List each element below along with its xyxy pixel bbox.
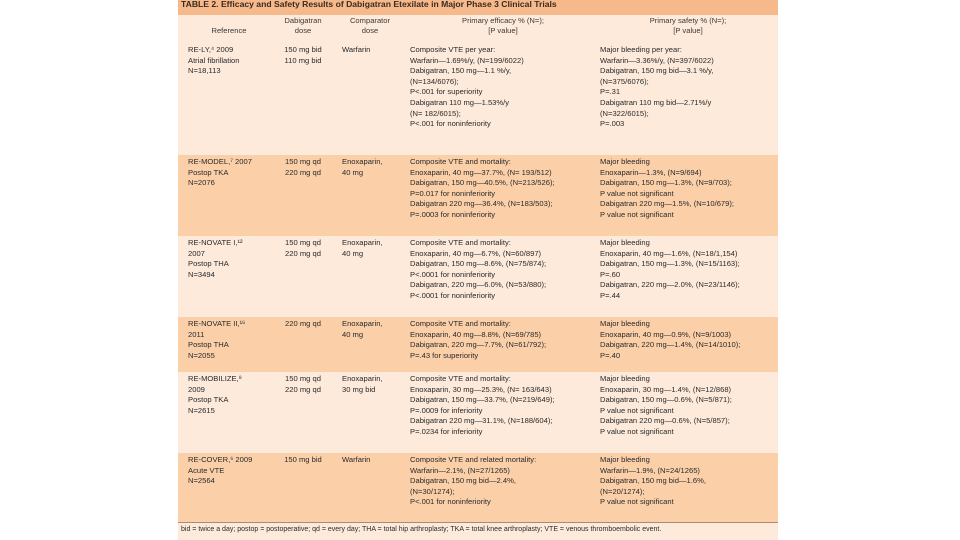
reference-cell-line: RE-MODEL,⁷ 2007 — [188, 157, 252, 166]
safety-cell-line: Dabigatran, 150 mg—1.3%, (N=15/1163); — [600, 259, 740, 269]
safety-cell-line: Major bleeding per year: — [600, 45, 682, 54]
reference-cell-line: Atrial fibrillation — [188, 55, 240, 65]
safety-cell-line: Dabigatran 220 mg—1.5%, (N=10/679); — [600, 199, 735, 209]
safety-cell — [600, 157, 776, 221]
efficacy-cell-line: Dabigatran, 150 mg bid—2.4%, — [410, 476, 516, 486]
efficacy-cell-line: Dabigatran, 150 mg—33.7%, (N=219/649); — [410, 395, 555, 405]
safety-cell-line: Dabigatran, 150 mg bid—3.1 %/y, — [600, 66, 714, 76]
reference-cell — [188, 319, 270, 361]
efficacy-cell-line: P<.001 for noninferiority — [410, 119, 491, 129]
reference-cell-line: Postop THA — [188, 259, 229, 269]
safety-cell — [600, 45, 776, 130]
comparator-dose-cell-line: Warfarin — [342, 455, 371, 464]
table-row — [178, 317, 778, 372]
efficacy-cell-line: Enoxaparin, 40 mg—37.7%, (N= 193/512) — [410, 167, 552, 177]
table-row — [178, 453, 778, 522]
header-dabigatran-line1: Dabigatran — [284, 16, 322, 25]
dabigatran-dose-cell — [274, 374, 332, 395]
dabigatran-dose-cell-line: 150 mg qd — [285, 374, 321, 383]
comparator-dose-cell — [342, 238, 400, 259]
efficacy-cell-line: Composite VTE and mortality: — [410, 238, 511, 247]
efficacy-cell-line: Dabigatran 220 mg—36.4%, (N=183/503); — [410, 199, 553, 209]
efficacy-cell-line: P<.0001 for noninferiority — [410, 269, 496, 279]
dabigatran-dose-cell-line: 220 mg qd — [285, 384, 321, 394]
efficacy-cell — [410, 45, 596, 130]
header-safety-line2: [P value] — [673, 26, 703, 35]
dabigatran-dose-cell — [274, 238, 332, 259]
header-primary-safety — [600, 16, 776, 36]
efficacy-cell-line: Dabigatran, 150 mg—8.6%, (N=75/874); — [410, 259, 547, 269]
dabigatran-dose-cell — [274, 157, 332, 178]
dabigatran-dose-cell — [274, 319, 332, 330]
efficacy-cell-line: P=0.017 for noninferiority — [410, 188, 496, 198]
reference-cell — [188, 455, 270, 487]
efficacy-cell-line: Composite VTE and mortality: — [410, 157, 511, 166]
reference-cell — [188, 238, 270, 280]
safety-cell-line: Enoxaparin, 30 mg—1.4%, (N=12/868) — [600, 384, 732, 394]
comparator-dose-cell-line: Warfarin — [342, 45, 371, 54]
efficacy-cell-line: Enoxaparin, 40 mg—8.8%, (N=69/785) — [410, 329, 542, 339]
table-row — [178, 43, 778, 155]
reference-cell — [188, 45, 270, 77]
safety-cell-line: P=.44 — [600, 290, 621, 300]
efficacy-cell-line: Dabigatran, 220 mg—7.7%, (N=61/792); — [410, 340, 547, 350]
efficacy-cell-line: P=.0234 for inferiority — [410, 426, 483, 436]
dabigatran-dose-cell-line: 220 mg qd — [285, 319, 321, 328]
comparator-dose-cell-line: Enoxaparin, — [342, 319, 383, 328]
dabigatran-dose-cell — [274, 45, 332, 66]
safety-cell-line: (N=322/6015); — [600, 108, 649, 118]
dabigatran-dose-cell-line: 150 mg qd — [285, 238, 321, 247]
comparator-dose-cell-line: 30 mg bid — [342, 384, 376, 394]
efficacy-cell — [410, 238, 596, 302]
dabigatran-dose-cell-line: 110 mg bid — [284, 55, 322, 65]
reference-cell-line: RE-LY,⁴ 2009 — [188, 45, 234, 54]
efficacy-cell-line: Dabigatran 220 mg—31.1%, (N=188/604); — [410, 416, 553, 426]
table-row — [178, 155, 778, 236]
table-row — [178, 372, 778, 453]
safety-cell-line: P value not significant — [600, 188, 674, 198]
safety-cell-line: Warfarin—1.9%, (N=24/1265) — [600, 465, 700, 475]
efficacy-cell-line: Warfarin—1.69%/y, (N=199/6022) — [410, 55, 524, 65]
safety-cell-line: Major bleeding — [600, 238, 650, 247]
efficacy-cell — [410, 319, 596, 361]
safety-cell-line: P value not significant — [600, 405, 674, 415]
header-safety-line1: Primary safety % (N=); — [649, 16, 727, 25]
header-comparator-dose — [338, 16, 402, 36]
table-title — [178, 0, 778, 15]
comparator-dose-cell-line: 40 mg — [342, 248, 364, 258]
header-reference-text: Reference — [211, 26, 247, 35]
safety-cell-line: P=.40 — [600, 350, 621, 360]
safety-cell-line: P=.60 — [600, 269, 621, 279]
header-primary-efficacy — [410, 16, 596, 36]
safety-cell-line: Dabigatran 110 mg bid—2.71%/y — [600, 97, 712, 107]
efficacy-cell-line: (N= 182/6015); — [410, 108, 461, 118]
efficacy-cell-line: (N=30/1274); — [410, 486, 455, 496]
safety-cell-line: (N=20/1274); — [600, 486, 645, 496]
safety-cell-line: P=.31 — [600, 87, 621, 97]
efficacy-cell-line: P<.001 for noninferiority — [410, 497, 491, 507]
efficacy-cell-line: Composite VTE and related mortality: — [410, 455, 537, 464]
header-dabigatran-line2: dose — [294, 26, 312, 35]
efficacy-cell-line: Warfarin—2.1%, (N=27/1265) — [410, 465, 510, 475]
safety-cell-line: Major bleeding — [600, 319, 650, 328]
reference-cell-line: RE-NOVATE I,¹² — [188, 238, 243, 247]
efficacy-cell-line: Dabigatran, 150 mg—40.5%, (N=213/526); — [410, 178, 555, 188]
reference-cell-line: N=2564 — [188, 476, 215, 486]
comparator-dose-cell — [342, 455, 400, 466]
efficacy-cell — [410, 157, 596, 221]
safety-cell-line: Enoxaparin, 40 mg—1.6%, (N=18/1,154) — [600, 248, 738, 258]
footnote-text: bid = twice a day; postop = postoperative; qd = every day; THA = total hip arthroplasty; TKA = total knee arthroplasty; VTE = venous thromboembolic event. — [181, 526, 662, 533]
efficacy-cell-line: P=.0009 for inferiority — [410, 405, 483, 415]
header-efficacy-line1: Primary efficacy % (N=); — [462, 16, 544, 25]
reference-cell-line: Postop THA — [188, 340, 229, 350]
safety-cell-line: Enoxaparin, 40 mg—0.9%, (N=9/1003) — [600, 329, 732, 339]
reference-cell-line: N=3494 — [188, 269, 215, 279]
safety-cell-line: Major bleeding — [600, 157, 650, 166]
safety-cell — [600, 374, 776, 438]
header-comparator-line1: Comparator — [349, 16, 391, 25]
efficacy-cell-line: P<.001 for superiority — [410, 87, 483, 97]
reference-cell — [188, 374, 270, 416]
safety-cell-line: Dabigatran, 150 mg—1.3%, (N=9/703); — [600, 178, 732, 188]
reference-cell-line: N=18,113 — [188, 66, 221, 76]
efficacy-safety-table — [178, 0, 778, 540]
reference-cell-line: Postop TKA — [188, 167, 229, 177]
efficacy-cell-line: Composite VTE per year: — [410, 45, 496, 54]
efficacy-cell-line: Composite VTE and mortality: — [410, 319, 511, 328]
safety-cell — [600, 238, 776, 302]
safety-cell-line: P value not significant — [600, 209, 674, 219]
comparator-dose-cell — [342, 45, 400, 56]
efficacy-cell — [410, 374, 596, 438]
reference-cell-line: 2009 — [188, 384, 205, 394]
dabigatran-dose-cell-line: 220 mg qd — [285, 167, 321, 177]
safety-cell-line: P value not significant — [600, 426, 674, 436]
efficacy-cell-line: Dabigatran 110 mg—1.53%/y — [410, 97, 510, 107]
reference-cell-line: N=2055 — [188, 350, 215, 360]
comparator-dose-cell-line: Enoxaparin, — [342, 374, 383, 383]
safety-cell-line: (N=375/6076); — [600, 76, 649, 86]
safety-cell-line: Enoxaparin—1.3%, (N=9/694) — [600, 167, 702, 177]
comparator-dose-cell — [342, 319, 400, 340]
header-reference — [188, 26, 270, 36]
comparator-dose-cell-line: Enoxaparin, — [342, 238, 383, 247]
efficacy-cell-line: Composite VTE and mortality: — [410, 374, 511, 383]
efficacy-cell-line: (N=134/6076); — [410, 76, 459, 86]
safety-cell-line: Dabigatran, 220 mg—1.4%, (N=14/1010); — [600, 340, 741, 350]
safety-cell-line: P=.003 — [600, 119, 625, 129]
header-efficacy-line2: [P value] — [488, 26, 518, 35]
efficacy-cell-line: Dabigatran, 150 mg—1.1 %/y, — [410, 66, 512, 76]
table-row — [178, 236, 778, 317]
reference-cell — [188, 157, 270, 189]
header-comparator-line2: dose — [361, 26, 379, 35]
dabigatran-dose-cell-line: 150 mg bid — [284, 45, 322, 54]
safety-cell-line: P value not significant — [600, 497, 674, 507]
safety-cell — [600, 455, 776, 508]
header-dabigatran-dose — [274, 16, 332, 36]
reference-cell-line: Postop TKA — [188, 395, 229, 405]
safety-cell — [600, 319, 776, 361]
safety-cell-line: Dabigatran, 150 mg bid—1.6%, — [600, 476, 706, 486]
reference-cell-line: N=2076 — [188, 178, 215, 188]
safety-cell-line: Dabigatran, 220 mg—2.0%, (N=23/1146); — [600, 280, 740, 290]
efficacy-cell-line: P<.0001 for noninferiority — [410, 290, 496, 300]
reference-cell-line: 2007 — [188, 248, 205, 258]
comparator-dose-cell-line: 40 mg — [342, 167, 364, 177]
safety-cell-line: Major bleeding — [600, 455, 650, 464]
efficacy-cell-line: P=.43 for superiority — [410, 350, 479, 360]
reference-cell-line: RE-NOVATE II,¹⁶ — [188, 319, 246, 328]
efficacy-cell-line: Enoxaparin, 40 mg—6.7%, (N=60/897) — [410, 248, 542, 258]
reference-cell-line: RE-MOBILIZE,⁸ — [188, 374, 242, 383]
table-title-text: TABLE 2. Efficacy and Safety Results of Dabigatran Etexilate in Major Phase 3 Clinical Trials — [181, 0, 557, 9]
dabigatran-dose-cell-line: 150 mg qd — [285, 157, 321, 166]
reference-cell-line: Acute VTE — [188, 465, 225, 475]
efficacy-cell — [410, 455, 596, 508]
safety-cell-line: Dabigatran, 150 mg—0.6%, (N=5/871); — [600, 395, 732, 405]
dabigatran-dose-cell — [274, 455, 332, 466]
efficacy-cell-line: Dabigatran, 220 mg—6.0%, (N=53/880); — [410, 280, 547, 290]
safety-cell-line: Dabigatran 220 mg—0.6%, (N=5/857); — [600, 416, 730, 426]
table-footnote — [178, 522, 778, 540]
dabigatran-dose-cell-line: 150 mg bid — [284, 455, 322, 464]
reference-cell-line: N=2615 — [188, 405, 215, 415]
safety-cell-line: Warfarin—3.36%/y, (N=397/6022) — [600, 55, 714, 65]
dabigatran-dose-cell-line: 220 mg qd — [285, 248, 321, 258]
comparator-dose-cell — [342, 157, 400, 178]
reference-cell-line: 2011 — [188, 329, 205, 339]
efficacy-cell-line: P=.0003 for noninferiority — [410, 209, 496, 219]
comparator-dose-cell — [342, 374, 400, 395]
comparator-dose-cell-line: 40 mg — [342, 329, 364, 339]
efficacy-cell-line: Enoxaparin, 30 mg—25.3%, (N= 163/643) — [410, 384, 552, 394]
table-header-row — [178, 15, 778, 44]
safety-cell-line: Major bleeding — [600, 374, 650, 383]
reference-cell-line: RE-COVER,⁶ 2009 — [188, 455, 253, 464]
comparator-dose-cell-line: Enoxaparin, — [342, 157, 383, 166]
